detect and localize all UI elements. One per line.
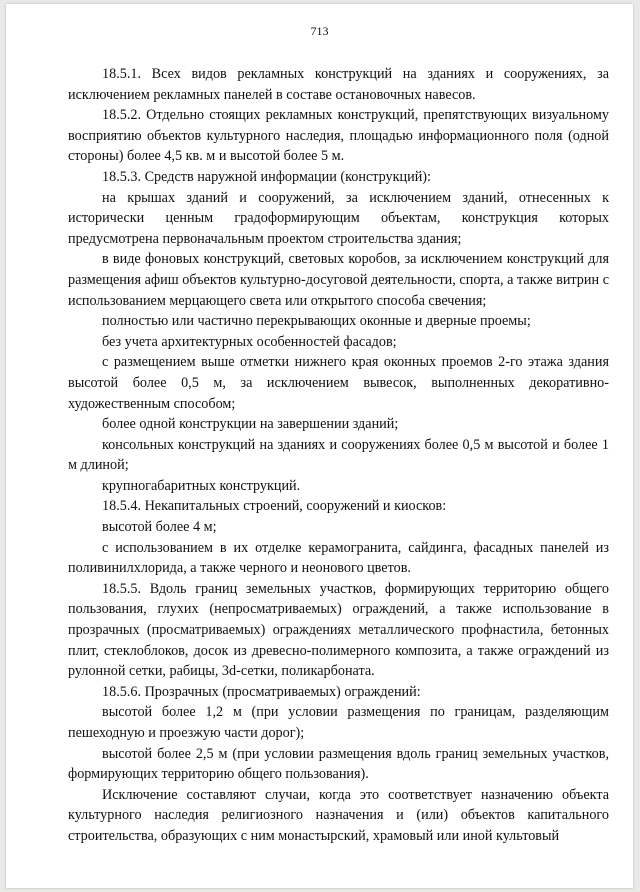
list-item-light-boxes: в виде фоновых конструкций, световых коробов, за исключением конструкций для размещения афиш объектов культурно-досуговой деятельности, спорта, а также витрин с использованием мерцающего света или открытого способа свечения; <box>68 251 609 309</box>
document-body <box>68 64 609 847</box>
list-item-window-cover: полностью или частично перекрывающих оконные и дверные проемы; <box>102 313 531 330</box>
paragraph-18-5-2: 18.5.2. Отдельно стоящих рекламных конструкций, препятствующих визуальному восприятию объектов культурного наследия, площадью информационного поля (одной стороны) более 4,5 кв. м и высотой более 5 м. <box>68 107 609 165</box>
list-item-roofs: на крышах зданий и сооружений, за исключением зданий, отнесенных к исторически ценным градоформирующим объектам, конструкция которых предусмотрена первоначальным проектом строительства здания; <box>68 189 609 247</box>
paragraph-18-5-5: 18.5.5. Вдоль границ земельных участков, формирующих территорию общего пользования, глухих (непросматриваемых) ограждений, а также использование в прозрачных (просматриваемых) ограждениях металлического профнастила, бетонных плит, стеклоблоков, досок из древесно-полимерного композита, а также ограждений из рулонной сетки, рабицы, 3d-сетки, поликарбоната. <box>68 580 609 680</box>
paragraph-exception: Исключение составляют случаи, когда это соответствует назначению объекта культурного наследия религиозного назначения и (или) объектов капитального строительства, образующих с ним монастырский, храмовый или иной культовый <box>68 786 609 844</box>
list-item-above-second-floor: с размещением выше отметки нижнего края оконных проемов 2-го этажа здания высотой более 0,5 м, за исключением вывесок, выполненных декоративно-художественным способом; <box>68 354 609 412</box>
list-item-more-than-one: более одной конструкции на завершении зданий; <box>102 416 399 433</box>
page-number: 713 <box>310 24 329 38</box>
paragraph-18-5-6-heading: 18.5.6. Прозрачных (просматриваемых) ограждений: <box>102 683 421 700</box>
paragraph-18-5-3-heading: 18.5.3. Средств наружной информации (конструкций): <box>102 168 431 185</box>
document-page <box>6 4 633 888</box>
paragraph-18-5-4-heading: 18.5.4. Некапитальных строений, сооружений и киосков: <box>102 498 447 515</box>
list-item-console: консольных конструкций на зданиях и сооружениях более 0,5 м высотой и более 1 м длиной; <box>68 436 609 474</box>
list-item-height-2-5m: высотой более 2,5 м (при условии размещения вдоль границ земельных участков, формирующих территорию общего пользования). <box>68 745 609 783</box>
list-item-height-4m: высотой более 4 м; <box>102 519 217 536</box>
list-item-large-sized: крупногабаритных конструкций. <box>102 477 301 494</box>
list-item-facade-features: без учета архитектурных особенностей фасадов; <box>102 333 397 350</box>
paragraph-18-5-1: 18.5.1. Всех видов рекламных конструкций на зданиях и сооружениях, за исключением рекламных панелей в составе остановочных навесов. <box>68 66 609 103</box>
list-item-height-1-2m: высотой более 1,2 м (при условии размещения по границам, разделяющим пешеходную и проезжую части дорог); <box>68 704 609 741</box>
list-item-finishing: с использованием в их отделке керамогранита, сайдинга, фасадных панелей из поливинилхлорида, а также черного и неонового цветов. <box>68 539 609 577</box>
